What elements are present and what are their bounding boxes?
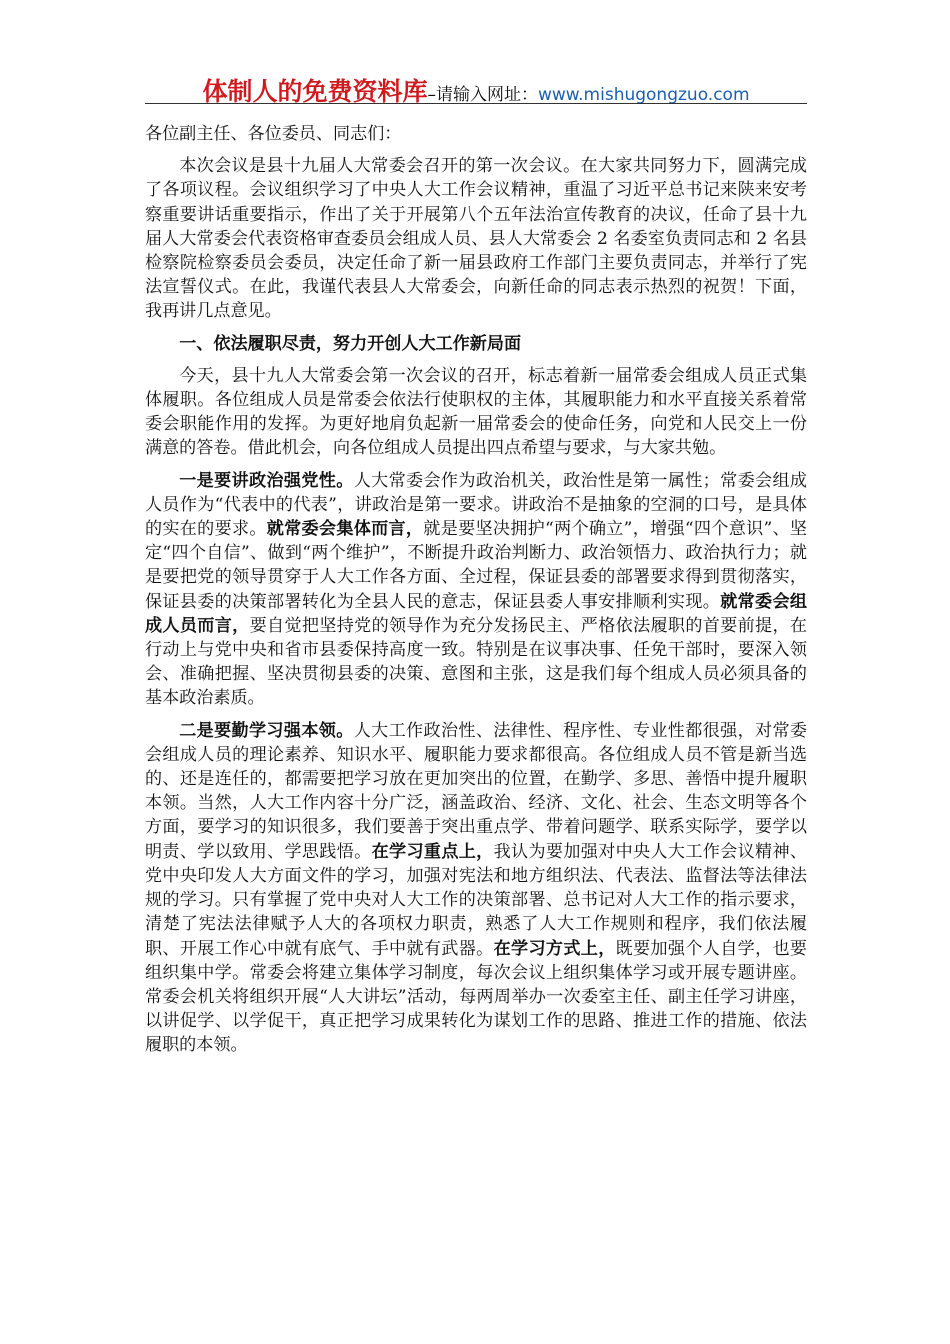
section-heading: [145, 332, 807, 356]
point-two-text-method: 既要加强个人自学，也要组织集中学。常委会将建立集体学习制度，每次会议上组织集体学习或开展专题讲座。常委会机关将组织开展“人大讲坛”活动，每两周举办一次委室主任、副主任学习讲座，以讲促学、以学促干，真正把学习成果转化为谋划工作的思路、推进工作的措施、依法履职的本领。: [145, 938, 808, 1056]
section-heading-text: 一、依法履职尽责，努力开创人大工作新局面: [179, 333, 522, 354]
point-two-text-focus: 我认为要加强对中央人大工作会议精神、党中央印发人大方面文件的学习，加强对宪法和地方组织法、代表法、监督法等法律法规的学习。只有掌握了党中央对人大工作的决策部署、总书记对人大工作的指示要求，清楚了宪法法律赋予人大的各项权力职责，熟悉了人大工作规则和程序，我们依法履职、开展工作心中就有底气、手中就有武器。: [145, 841, 808, 959]
point-two-subhead-focus: 在学习重点上，: [371, 841, 494, 862]
url-prompt: –请输入网址：: [427, 85, 538, 105]
point-two-paragraph: [145, 719, 807, 1058]
point-one-paragraph: [145, 469, 807, 711]
header-divider: [145, 103, 807, 104]
point-one-subhead-members: 就常委会组成人员而言，: [145, 591, 808, 636]
document-body: [145, 122, 807, 1058]
point-one-text-collective: 就是要坚决拥护“两个确立”，增强“四个意识”、坚定“四个自信”、做到“两个维护”，不断提升政治判断力、政治领悟力、政治执行力；就是要把党的领导贯穿于人大工作各方面、全过程，保证县委的部署要求得到贯彻落实，保证县委的决策部署转化为全县人民的意志，保证县委人事安排顺利实现。: [145, 519, 807, 612]
point-two-lead: 二是要勤学习强本领。: [179, 720, 354, 741]
intro-paragraph: 本次会议是县十九届人大常委会召开的第一次会议。在大家共同努力下，圆满完成了各项议程。会议组织学习了中央人大工作会议精神，重温了习近平总书记来陕来安考察重要讲话重要指示，作出了关于开展第八个五年法治宣传教育的决议，任命了县十九届人大常委会代表资格审查委员会组成人员、县人大常委会 2 名委室负责同志和 2 名县检察院检察委员会委员，决定任命了新一届县政府工作部门主要负责同志，并举行了宪法宣誓仪式。在此，我谨代表县人大常委会，向新任命的同志表示热烈的祝贺！下面，我再讲几点意见。: [145, 156, 807, 322]
point-one-text: 人大常委会作为政治机关，政治性是第一属性；常委会组成人员作为“代表中的代表”，讲政治是第一要求。讲政治不是抽象的空洞的口号，是具体的实在的要求。: [145, 470, 808, 540]
brand-title: 体制人的免费资料库: [202, 77, 428, 106]
site-url-link[interactable]: www.mishugongzuo.com: [538, 85, 750, 105]
point-two-text: 人大工作政治性、法律性、程序性、专业性都很强，对常委会组成人员的理论素养、知识水平、履职能力要求都很高。各位组成人员不管是新当选的、还是连任的，都需要把学习放在更加突出的位置，在勤学、多思、善悟中提升履职本领。当然，人大工作内容十分广泛，涵盖政治、经济、文化、社会、生态文明等各个方面，要学习的知识很多，我们要善于突出重点学、带着问题学、联系实际学，要学以明责、学以致用、学思践悟。: [145, 720, 808, 862]
section-paragraph: 今天，县十九人大常委会第一次会议的召开，标志着新一届常委会组成人员正式集体履职。各位组成人员是常委会依法行使职权的主体，其履职能力和水平直接关系着常委会职能作用的发挥。为更好地肩负起新一届常委会的使命任务，向党和人民交上一份满意的答卷。借此机会，向各位组成人员提出四点希望与要求，与大家共勉。: [145, 365, 807, 459]
point-one-text-members: 要自觉把坚持党的领导作为充分发扬民主、严格依法履职的首要前提，在行动上与党中央和省市县委保持高度一致。特别是在议事决事、任免干部时，要深入领会、准确把握、坚决贯彻县委的决策、意图和主张，这是我们每个组成人员必须具备的基本政治素质。: [145, 615, 808, 709]
point-two-subhead-method: 在学习方式上，: [493, 938, 616, 959]
point-one-lead: 一是要讲政治强党性。: [179, 470, 354, 491]
salutation: 各位副主任、各位委员、同志们：: [145, 124, 402, 144]
point-one-subhead-collective: 就常委会集体而言，: [266, 519, 424, 540]
